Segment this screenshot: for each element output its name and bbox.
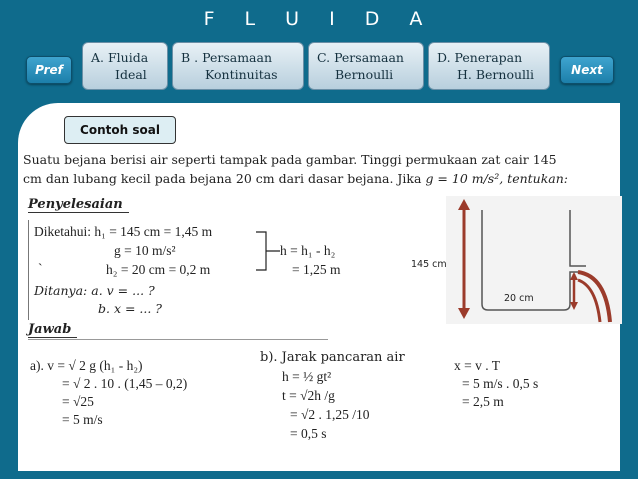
- h-equation: h = h₁ - h₂: [280, 243, 336, 258]
- answer-b-line: = 0,5 s: [290, 426, 327, 441]
- label-20-cm: 20 cm: [504, 293, 534, 304]
- h-value: = 1,25 m: [292, 262, 341, 277]
- answer-x-line: = 2,5 m: [462, 394, 504, 409]
- problem-statement: [23, 150, 615, 188]
- ditanya-a: [34, 283, 155, 298]
- ditanya-a-text: Ditanya: a. v = ... ?: [34, 283, 155, 298]
- answer-b-line: t = √2h /g: [282, 388, 335, 403]
- slide-content: [18, 103, 620, 471]
- problem-line2a: cm dan lubang kecil pada bejana 20 cm dari dasar bejana. Jika: [23, 171, 426, 186]
- tab-label: Bernoulli: [335, 67, 394, 82]
- answer-a-line: a). v = √ 2 g (h₁ - h₂): [30, 358, 143, 373]
- diketahui-g: g = 10 m/s²: [114, 243, 176, 258]
- tab-fluida-ideal[interactable]: [82, 42, 168, 90]
- answer-x-line: = 5 m/s . 0,5 s: [462, 376, 539, 391]
- next-button[interactable]: Next: [560, 56, 614, 84]
- answer-a-line: = √25: [62, 394, 94, 409]
- tab-label: D. Penerapan: [437, 50, 523, 65]
- contoh-soal-badge: Contoh soal: [64, 116, 176, 144]
- answer-x-line: x = v . T: [454, 358, 500, 373]
- tab-persamaan-bernoulli[interactable]: [308, 42, 424, 90]
- tab-label: C. Persamaan: [317, 50, 404, 65]
- problem-line2b: g = 10 m/s², tentukan:: [425, 171, 569, 186]
- brace-arrow: [254, 230, 282, 272]
- prev-button[interactable]: Pref: [26, 56, 72, 84]
- tick-mark: `: [38, 261, 43, 276]
- tab-penerapan-bernoulli[interactable]: [428, 42, 550, 90]
- answer-a-line: = √ 2 . 10 . (1,45 – 0,2): [62, 376, 188, 391]
- tab-label: Ideal: [115, 67, 147, 82]
- ditanya-b: b. x = ... ?: [98, 301, 163, 316]
- tab-label: A. Fluida: [91, 50, 149, 65]
- tab-label: H. Bernoulli: [457, 67, 535, 82]
- divider: [28, 339, 328, 340]
- problem-line1: Suatu bejana berisi air seperti tampak pada gambar. Tinggi permukaan zat cair 145: [23, 152, 557, 167]
- diketahui-h1: Diketahui: h₁ = 145 cm = 1,45 m: [34, 224, 213, 239]
- answer-a-line: = 5 m/s: [62, 412, 103, 427]
- answer-b-line: h = ½ gt²: [282, 369, 332, 384]
- vessel-diagram: [446, 196, 622, 324]
- label-145-cm: 145 cm: [411, 259, 447, 270]
- answer-b-line: = √2 . 1,25 /10: [290, 407, 370, 422]
- jawab-heading: Jawab: [28, 322, 77, 338]
- page-title: F L U I D A: [203, 8, 435, 30]
- diketahui-h2: h₂ = 20 cm = 0,2 m: [106, 262, 211, 277]
- tab-label: B . Persamaan: [181, 50, 273, 65]
- tab-label: Kontinuitas: [205, 67, 278, 82]
- tab-persamaan-kontinuitas[interactable]: [172, 42, 304, 90]
- answer-b-line: b). Jarak pancaran air: [260, 350, 405, 365]
- penyelesaian-heading: Penyelesaian: [28, 197, 129, 213]
